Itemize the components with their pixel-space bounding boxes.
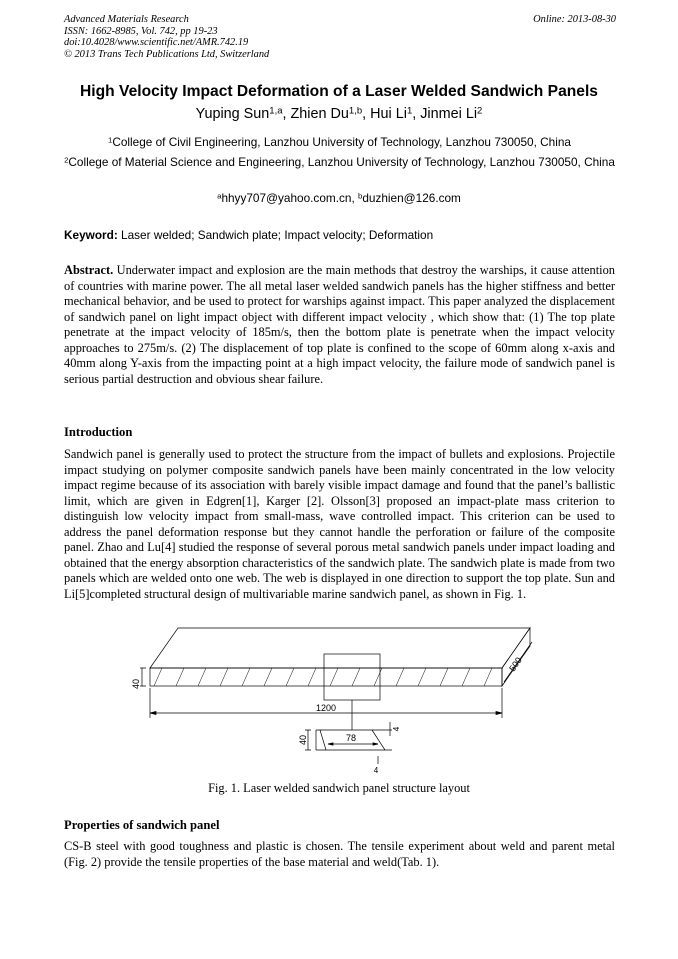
email-address: duzhien@126.com [362, 191, 461, 205]
affiliation-text: College of Material Science and Engineering, Lanzhou University of Technology, Lanzhou 730050, China [68, 155, 615, 169]
author-name: Jinmei Li [420, 106, 478, 122]
author-affiliation-mark: 1,b [348, 105, 363, 117]
author-separator: , [282, 106, 291, 122]
properties-paragraph: CS-B steel with good toughness and plastic is chosen. The tensile experiment about weld and parent metal (Fig. 2) provide the tensile properties of the base material and weld(Tab. 1). [64, 839, 615, 869]
journal-name: Advanced Materials Research [64, 14, 189, 25]
author-emails [0, 191, 678, 205]
affiliation-text: College of Civil Engineering, Lanzhou University of Technology, Lanzhou 730050, China [112, 135, 571, 149]
author-separator: , [412, 106, 421, 122]
panel-top-face [150, 628, 530, 668]
section-arrow-left [328, 743, 333, 745]
detail-thickness-bottom-label: 4 [373, 766, 379, 775]
author-name: Hui Li [370, 106, 407, 122]
author-affiliation-mark: 1,a [269, 105, 283, 117]
copyright-line: © 2013 Trans Tech Publications Ltd, Switzerland [64, 48, 270, 60]
author-list [0, 106, 678, 122]
figure-1-diagram [131, 626, 540, 776]
affiliation-mark: 2 [64, 155, 69, 165]
dim-height-label: 40 [131, 678, 141, 690]
author-affiliation-mark: 1 [406, 105, 413, 117]
section-arrow-right [373, 743, 378, 745]
detail-thickness-top-label: 4 [392, 726, 401, 732]
introduction-paragraph: Sandwich panel is generally used to protect the structure from the impact of bullets and explosions. Projectile impact studying on polymer composite sandwich panels have been mainly concentrated in the low velocity impact regime because of its association with barely visible impact damage and found that the panel’s ballistic limit, which are given in Edgren[1], Karger [2]. Olsson[3] proposed an impact-plate mass criterion to distinguish low velocity impact from small-mass, wave controlled impact. This criterion can be used to address the panel deformation response but they cannot handle the perforation or failure of the composite panel. Zhao and Lu[4] studied the response of several porous metal sandwich panels under impact loading and obtained that the energy absorption characteristics of the sandwich plate. The sandwich plate is made from two panels which are welded onto one web. The web is displayed in one direction to support the top plate. Sun and Li[5]completed structural design of multivariable marine sandwich panel, as shown in Fig. 1. [64, 447, 615, 601]
abstract-text: Underwater impact and explosion are the main methods that destroy the warships, it cause attention of countries with marine power. The all metal laser welded sandwich panels has the higher stiffness and better mechanical behavior, and be used to protect for warships against impact. This paper analyzed the displacement of sandwich panel on light impact object with different impact velocity , which show that: (1) The top plate penetrate at the impact velocity of 185m/s, then the bottom plate is penetrate when the impact velocity approaches to 275m/s. (2) The displacement of top plate is confined to the scope of 60mm along x-axis and 40mm along Y-axis from the impacting point at a high impact velocity, the failure mode of sandwich panel is serious partial destruction and obvious shear failure. [64, 263, 615, 386]
email-address: hhyy707@yahoo.com.cn, [221, 191, 359, 205]
paper-title: High Velocity Impact Deformation of a Laser Welded Sandwich Panels [80, 83, 598, 100]
abstract-label: Abstract. [64, 263, 114, 277]
properties-heading: Properties of sandwich panel [64, 818, 220, 832]
detail-spacing-label: 78 [345, 733, 357, 743]
affiliation-2 [64, 154, 615, 171]
panel-front-face [150, 668, 502, 686]
abstract-paragraph [64, 263, 615, 387]
email-mark: b [358, 191, 363, 201]
author-separator: , [362, 106, 371, 122]
keywords-label: Keyword: [64, 228, 118, 242]
author-name: Yuping Sun [195, 106, 270, 122]
author-name: Zhien Du [290, 106, 349, 122]
online-date: Online: 2013-08-30 [533, 14, 616, 25]
author-affiliation-mark: 2 [477, 105, 483, 117]
length-arrow-left [150, 712, 156, 715]
sandwich-panel-drawing [140, 628, 532, 764]
dim-length-label: 1200 [315, 703, 337, 713]
keywords-text: Laser welded; Sandwich plate; Impact velocity; Deformation [117, 228, 434, 242]
keywords-line [64, 228, 433, 242]
affiliation-1 [64, 134, 615, 151]
email-mark: a [217, 191, 222, 201]
core-webs [154, 668, 492, 686]
length-arrow-right [496, 712, 502, 715]
section-thickness-mark [378, 722, 390, 764]
doi-line: doi:10.4028/www.scientific.net/AMR.742.19 [64, 37, 249, 49]
dim-width-label: 500 [507, 655, 524, 674]
affiliation-mark: 1 [108, 135, 113, 145]
journal-header [64, 14, 269, 60]
detail-highlight-box [324, 654, 380, 700]
figure-1-caption: Fig. 1. Laser welded sandwich panel structure layout [208, 781, 470, 795]
introduction-heading: Introduction [64, 425, 133, 439]
detail-height-label: 40 [298, 734, 308, 746]
issn-line: ISSN: 1662-8985, Vol. 742, pp 19-23 [64, 25, 218, 37]
